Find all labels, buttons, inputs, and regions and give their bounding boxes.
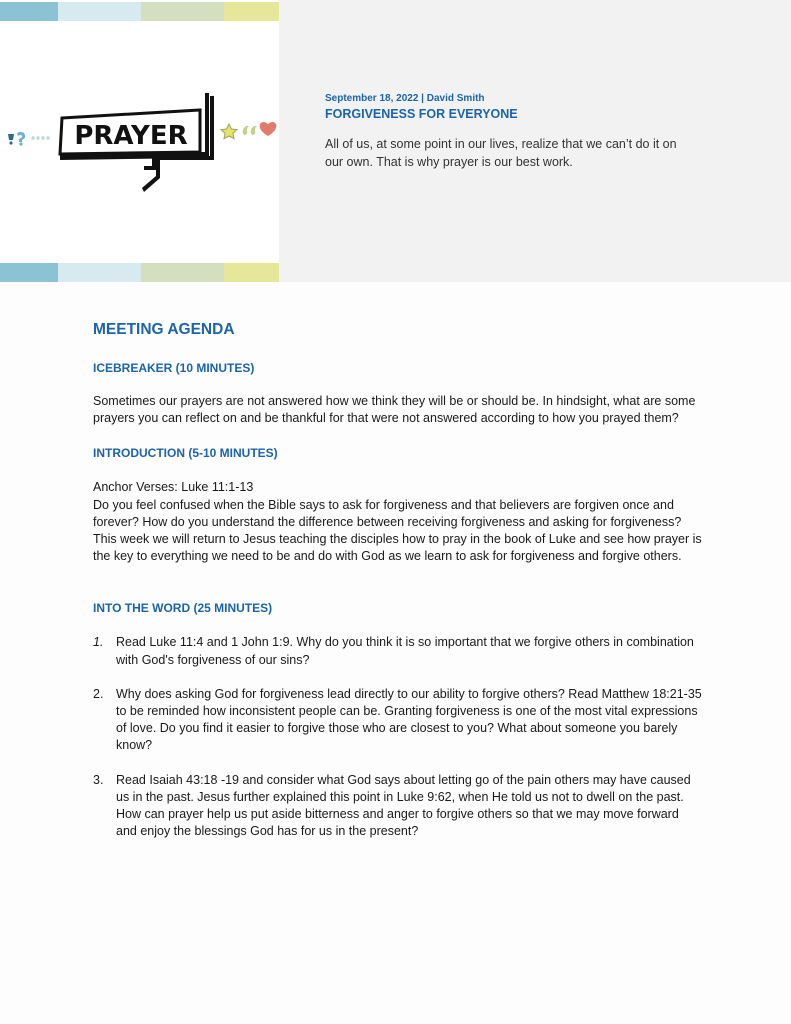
- page-title: FORGIVENESS FOR EVERYONE: [325, 107, 518, 121]
- list-item-text: Read Luke 11:4 and 1 John 1:9. Why do you think it is so important that we forgive others in combination with God's forgiveness of our sins?: [116, 635, 694, 667]
- color-stripe-bottom: [0, 263, 279, 282]
- into-the-word-heading: INTO THE WORD (25 MINUTES): [93, 601, 273, 616]
- header-description: All of us, at some point in our lives, realize that we can’t do it on our own. That is why prayer is our best work.: [325, 137, 677, 169]
- list-item: [93, 634, 703, 668]
- logo-panel: [0, 0, 279, 282]
- list-item-text: Why does asking God for forgiveness lead directly to our ability to forgive others? Read Matthew 18:21-35 to be reminded how inconsistent people can be. Granting forgiveness is one of the most vital expressions of love. Do you find it easier to forgive those who are closest to you? What about someone you barely know?: [116, 686, 702, 753]
- agenda-content: [93, 320, 703, 840]
- date-author: September 18, 2022 | David Smith: [325, 93, 485, 104]
- introduction-heading: INTRODUCTION (5-10 MINUTES): [93, 446, 278, 461]
- header-meta: [325, 93, 725, 171]
- list-item: [93, 686, 703, 755]
- agenda-heading: MEETING AGENDA: [93, 321, 235, 338]
- list-item: [93, 772, 703, 841]
- list-number: 1.: [93, 635, 104, 650]
- logo-text: PRAYER: [74, 121, 188, 151]
- prayer-logo: [0, 88, 279, 198]
- speech-icons-left: [8, 132, 50, 146]
- speech-icons-right: [221, 122, 276, 139]
- header-band: [0, 0, 791, 282]
- anchor-verses: Anchor Verses: Luke 11:1-13: [93, 480, 254, 495]
- icebreaker-heading: ICEBREAKER (10 MINUTES): [93, 361, 255, 375]
- icebreaker-text: Sometimes our prayers are not answered how we think they will be or should be. In hindsight, what are some prayers you can reflect on and be thankful for that were not answered according to how you prayed them?: [93, 394, 696, 426]
- list-number: 2.: [93, 686, 104, 701]
- introduction-text: Do you feel confused when the Bible says to ask for forgiveness and that believers are forgiven once and forever? How do you understand the difference between receiving forgiveness and asking for forgiveness? This week we will return to Jesus teaching the disciples how to pray in the book of Luke and see how prayer is the key to everything we need to be and do with God as we learn to ask for forgiveness and forgive others.: [93, 497, 702, 564]
- list-number: 3.: [93, 772, 104, 787]
- list-item-text: Read Isaiah 43:18 -19 and consider what God says about letting go of the pain others may have caused us in the past. Jesus further explained this point in Luke 9:62, when He told us not to dwell on the past. How can prayer help us put aside bitterness and anger to forgive others so that we may move forward and enjoy the blessings God has for us in the present?: [116, 772, 691, 839]
- question-list: [93, 634, 703, 840]
- color-stripe-top: [0, 2, 279, 21]
